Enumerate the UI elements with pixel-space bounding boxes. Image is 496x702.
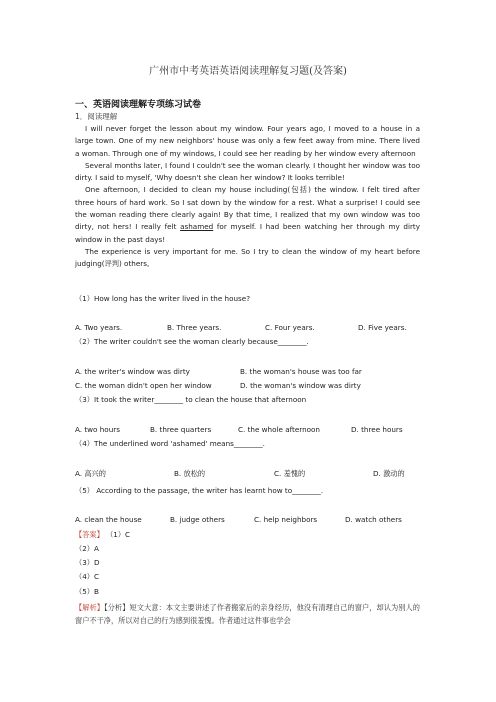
q5-option-d: D. watch others	[345, 515, 402, 524]
q2-option-d: D. the woman's window was dirty	[240, 381, 361, 390]
question-group-label: 1．阅读理解	[75, 112, 118, 121]
q5-option-c: C. help neighbors	[254, 515, 318, 524]
answer-4: （4）C	[75, 572, 99, 581]
analysis-sublabel: 【分析】	[104, 603, 130, 612]
section-heading: 一、英语阅读理解专项练习试卷	[75, 100, 202, 110]
document-title: 广州市中考英语英语阅读理解复习题(及答案)	[149, 66, 347, 77]
q1-option-d: D. Five years.	[358, 323, 407, 332]
answer-1: （1）C	[106, 530, 131, 539]
q3-option-b: B. three quarters	[150, 425, 212, 434]
answer-3: （3）D	[75, 558, 100, 567]
q3-option-a: A. two hours	[75, 425, 120, 434]
q4-option-a: A. 高兴的	[75, 469, 106, 478]
q2-option-c: C. the woman didn't open her window	[75, 381, 212, 390]
q3-option-d: D. three hours	[351, 425, 403, 434]
q5-option-b: B. judge others	[170, 515, 225, 524]
passage-paragraph-3	[75, 184, 420, 245]
answer-2: （2）A	[75, 544, 99, 553]
q2-option-b: B. the woman's house was too far	[240, 367, 362, 376]
answer-5: （5）B	[75, 587, 99, 596]
question-4-stem: （4）The underlined word 'ashamed' means________.	[75, 439, 265, 448]
q2-option-a: A. the writer's window was dirty	[75, 367, 190, 376]
question-3-stem: （3）It took the writer________ to clean the house that afternoon	[75, 395, 307, 404]
q1-option-b: B. Three years.	[167, 323, 222, 332]
q1-option-a: A. Two years.	[75, 323, 123, 332]
question-5-stem: （5） According to the passage, the writer has learnt how to________.	[75, 486, 324, 495]
question-2-stem: （2）The writer couldn't see the woman clearly because________.	[75, 337, 309, 346]
q4-option-d: D. 激动的	[373, 469, 405, 478]
underlined-word-ashamed: ashamed	[180, 222, 214, 232]
passage-paragraph-3-start: One afternoon, I decided to clean my house including(包括) the window. I felt tired after three hours of hard work. So I sat down by the window for a rest. What a surprise! I could see the woman reading there clearly again! By that time, I realized that my own window was too dirty, not hers! I really felt	[75, 185, 420, 232]
answer-line-1	[75, 530, 130, 540]
analysis-text: 短文大意：本文主要讲述了作者搬家后的亲身经历，他没有清理自己的窗户，却认为别人的窗户不干净，所以对自己的行为感到很羞愧。作者通过这件事也学会	[75, 603, 420, 625]
passage-paragraph-1: I will never forget the lesson about my window. Four years ago, I moved to a house in a large town. One of my new neighbors' house was only a few feet away from mine. There lived a woman. Through one of my windows, I could see her reading by her window every afternoon	[75, 124, 420, 158]
reading-passage	[75, 123, 420, 271]
answer-label: 【答案】	[75, 530, 104, 539]
passage-paragraph-4: The experience is very important for me. So I try to clean the window of my heart before judging(评判) others,	[75, 246, 420, 269]
analysis-block	[75, 601, 420, 627]
analysis-label: 【解析】	[75, 603, 105, 612]
q3-option-c: C. the whole afternoon	[238, 425, 320, 434]
q4-option-c: C. 羞愧的	[274, 469, 306, 478]
q4-option-b: B. 放松的	[174, 469, 206, 478]
question-1-stem: （1）How long has the writer lived in the house?	[75, 294, 251, 303]
q5-option-a: A. clean the house	[75, 515, 142, 524]
q1-option-c: C. Four years.	[265, 323, 315, 332]
passage-paragraph-3-end: for myself. I had been watching her through my dirty window in the past days!	[75, 222, 421, 244]
passage-paragraph-2: Several months later, I found I couldn't see the woman clearly. I thought her window was too dirty. I said to myself, 'Why doesn't she clean her window? It looks terrible!	[75, 160, 420, 183]
